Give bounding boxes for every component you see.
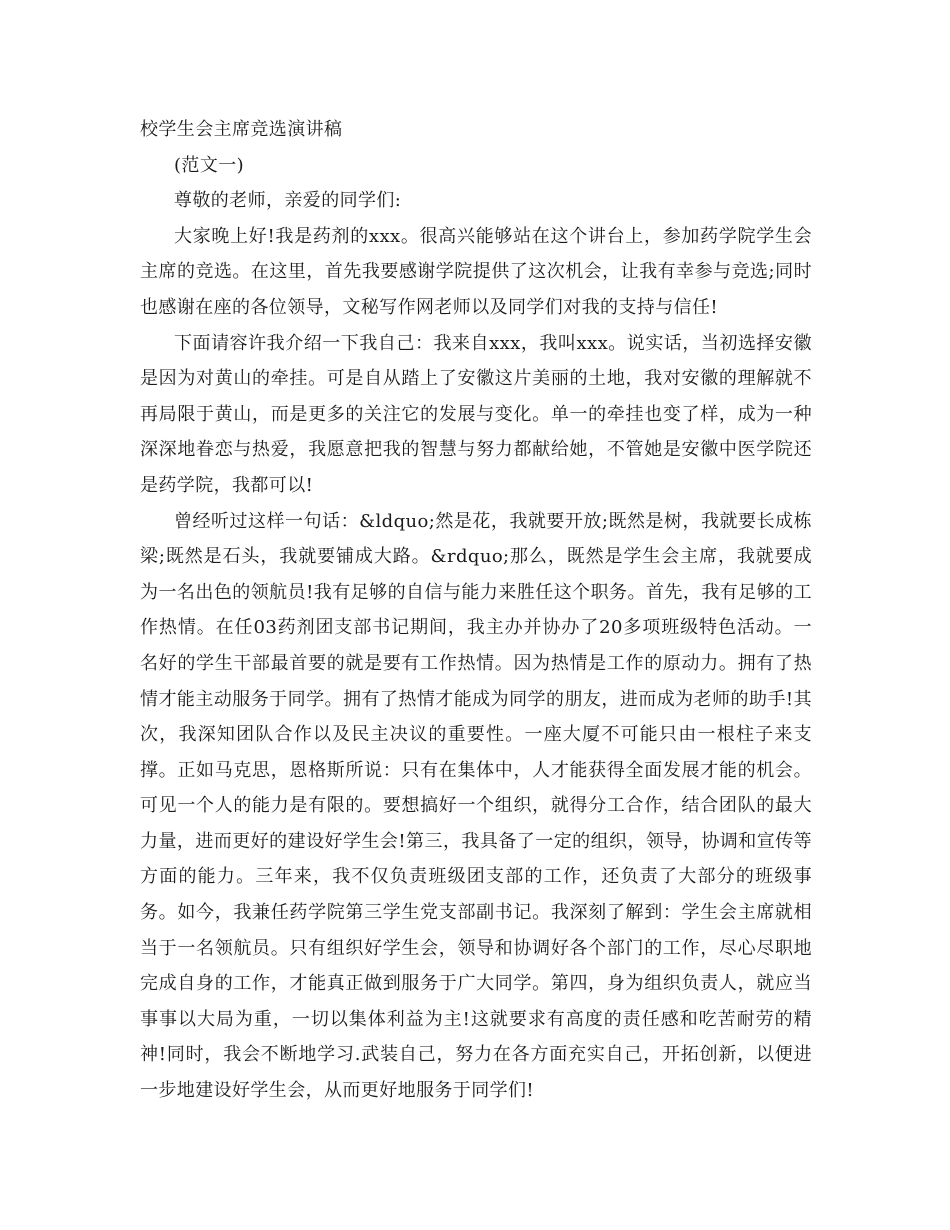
paragraph-self-introduction: 下面请容许我介绍一下我自己：我来自xxx，我叫xxx。说实话，当初选择安徽是因为对黄山的牵挂。可是自从踏上了安徽这片美丽的土地，我对安徽的理解就不再局限于黄山，而是更多的关注它的发展与变化。单一的牵挂也变了样，成为一种深深地眷恋与热爱，我愿意把我的智慧与努力都献给她，不管她是安徽中医学院还是药学院，我都可以! (140, 332, 812, 496)
paragraph-qualifications: 曾经听过这样一句话：&ldquo;然是花，我就要开放;既然是树，我就要长成栋梁;既然是石头，我就要铺成大路。&rdquo;那么，既然是学生会主席，我就要成为一名出色的领航员!我有足够的自信与能力来胜任这个职务。首先，我有足够的工作热情。在任03药剂团支部书记期间，我主办并协办了20多项班级特色活动。一名好的学生干部最首要的就是要有工作热情。因为热情是工作的原动力。拥有了热情才能主动服务于同学。拥有了热情才能成为同学的朋友，进而成为老师的助手!其次，我深知团队合作以及民主决议的重要性。一座大厦不可能只由一根柱子来支撑。正如马克思，恩格斯所说：只有在集体中，人才能获得全面发展才能的机会。可见一个人的能力是有限的。要想搞好一个组织，就得分工合作，结合团队的最大力量，进而更好的建设好学生会!第三，我具备了一定的组织，领导，协调和宣传等方面的能力。三年来，我不仅负责班级团支部的工作，还负责了大部分的班级事务。如今，我兼任药学院第三学生党支部副书记。我深刻了解到：学生会主席就相当于一名领航员。只有组织好学生会，领导和协调好各个部门的工作，尽心尽职地完成自身的工作，才能真正做到服务于广大同学。第四，身为组织负责人，就应当事事以大局为重，一切以集体利益为主!这就要求有高度的责任感和吃苦耐劳的精神!同时，我会不断地学习.武装自己，努力在各方面充实自己，开拓创新，以便进一步地建设好学生会，从而更好地服务于同学们! (140, 510, 812, 1102)
paragraph-sample-label: (范文一) (174, 154, 245, 176)
document-title: 校学生会主席竞选演讲稿 (140, 119, 343, 140)
document-page (140, 112, 812, 1109)
paragraph-salutation: 尊敬的老师，亲爱的同学们: (174, 190, 402, 212)
paragraph-greeting: 大家晚上好!我是药剂的xxx。很高兴能够站在这个讲台上，参加药学院学生会主席的竞选。在这里，首先我要感谢学院提供了这次机会，让我有幸参与竞选;同时也感谢在座的各位领导，文秘写作网老师以及同学们对我的支持与信任! (140, 225, 812, 318)
